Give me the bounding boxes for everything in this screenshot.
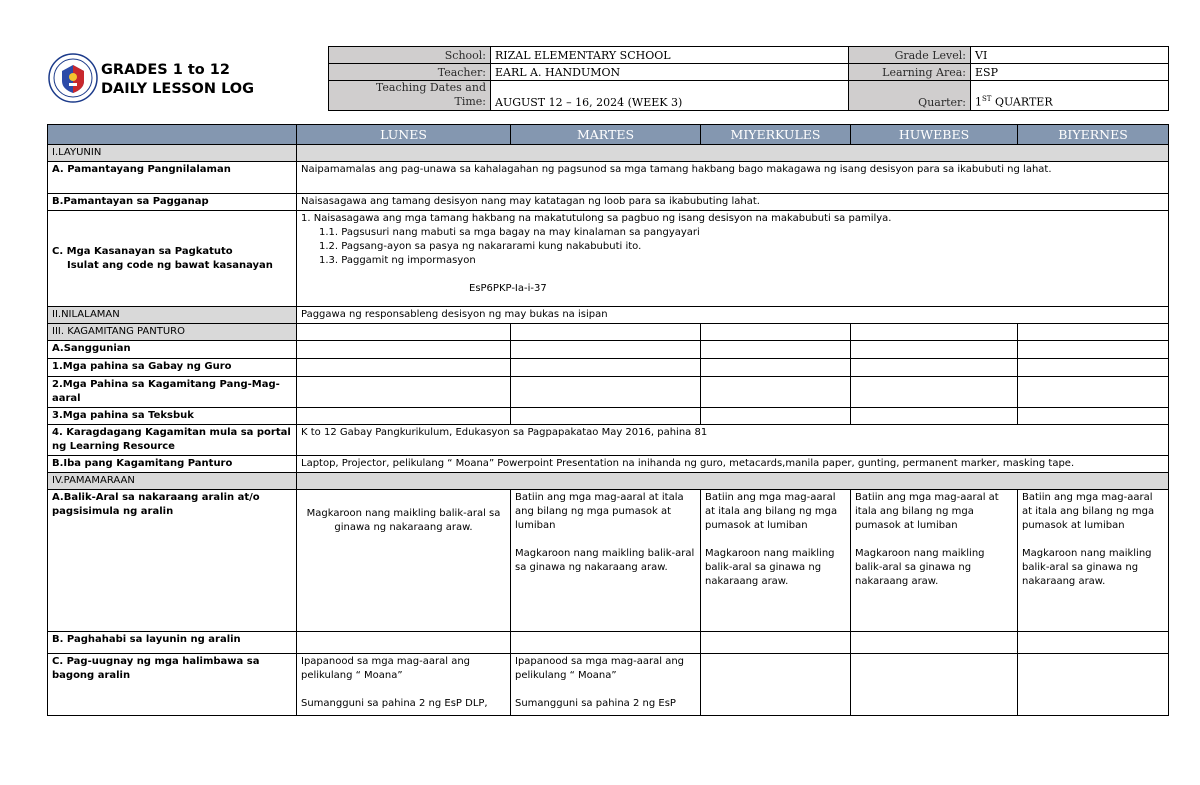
row-label-pamantayang: A. Pamantayang Pangnilalaman [48,162,297,194]
row-label-gabay: 1.Mga pahina sa Gabay ng Guro [48,359,297,377]
pagganap-content: Naisasagawa ang tamang desisyon nang may katatagan ng loob para sa ikabubuting lahat. [297,194,1169,211]
kasanayan-item-3: 1.3. Paggamit ng impormasyon [319,255,476,266]
teacher-label: Teacher: [329,64,491,81]
quarter-label: Quarter: [849,81,971,111]
paguugnay-lunes-b: Sumangguni sa pahina 2 ng EsP DLP, [301,698,488,709]
table-row [48,425,1169,456]
balik-aral-martes-b: Magkaroon nang maikling balik-aral sa ginawa ng nakaraang araw. [515,548,695,573]
section-layunin-fill [297,145,1169,162]
title-line-1: GRADES 1 to 12 [101,62,230,78]
balik-aral-huwebes-b: Magkaroon nang maikling balik-aral sa ginawa ng nakaraang araw. [855,548,985,587]
row-label-sanggunian: A.Sanggunian [48,341,297,359]
quarter-suffix: ST [982,95,992,104]
section-kagamitan: III. KAGAMITANG PANTURO [48,324,297,341]
table-row [48,632,1169,654]
table-row [48,307,1169,324]
balik-aral-miyerkules-b: Magkaroon nang maikling balik-aral sa ginawa ng nakaraang araw. [705,548,835,587]
day-header-row [48,125,1169,145]
learning-area-label: Learning Area: [849,64,971,81]
kasanayan-item-1: 1.1. Pagsusuri nang mabuti sa mga bagay na may kinalaman sa pangyayari [319,227,700,238]
section-pamamaraan: IV.PAMAMARAAN [48,473,297,490]
quarter-number: 1 [975,96,982,109]
deped-seal-icon [48,53,98,103]
learning-area-value: ESP [971,64,1169,81]
paguugnay-martes-a: Ipapanood sa mga mag-aaral ang pelikulang “ Moana” [515,656,685,681]
row-label-kagamitang-pang: 2.Mga Pahina sa Kagamitang Pang-Mag-aaral [48,377,297,408]
balik-aral-miyerkules-a: Batiin ang mga mag-aaral at itala ang bilang ng mga pumasok at lumiban [705,492,838,531]
day-header-huwebes: HUWEBES [851,125,1018,145]
header-info-table [328,46,1169,111]
day-header-blank [48,125,297,145]
balik-aral-martes-a: Batiin ang mga mag-aaral at itala ang bilang ng mga pumasok at lumiban [515,492,684,531]
section-layunin: I.LAYUNIN [48,145,297,162]
paguugnay-lunes [297,654,511,716]
teaching-dates-value: AUGUST 12 – 16, 2024 (WEEK 3) [491,81,849,111]
row-label-pagganap: B.Pamantayan sa Pagganap [48,194,297,211]
row-label-kasanayan [48,211,297,307]
row-label-karagdagang: 4. Karagdagang Kagamitan mula sa portal ng Learning Resource [48,425,297,456]
balik-aral-huwebes-a: Batiin ang mga mag-aaral at itala ang bilang ng mga pumasok at lumiban [855,492,999,531]
row-label-paguugnay: C. Pag-uugnay ng mga halimbawa sa bagong aralin [48,654,297,716]
table-row [48,324,1169,341]
balik-aral-huwebes [851,490,1018,632]
title-line-2: DAILY LESSON LOG [101,81,255,97]
teaching-dates-label [329,81,491,111]
quarter-text: QUARTER [991,96,1053,109]
grade-level-value: VI [971,47,1169,64]
table-row [48,490,1169,632]
kasanayan-code: EsP6PKP-Ia-i-37 [469,283,547,294]
table-row [48,211,1169,307]
lesson-log-table [47,124,1169,716]
kasanayan-label-2: Isulat ang code ng bawat kasanayan [67,259,273,271]
school-value: RIZAL ELEMENTARY SCHOOL [491,47,849,64]
paguugnay-martes-b: Sumangguni sa pahina 2 ng EsP [515,698,676,709]
nilalaman-content: Paggawa ng responsableng desisyon ng may bukas na isipan [297,307,1169,324]
section-pamamaraan-fill [297,473,1169,490]
row-label-iba: B.Iba pang Kagamitang Panturo [48,456,297,473]
karagdagang-content: K to 12 Gabay Pangkurikulum, Edukasyon sa Pagpapakatao May 2016, pahina 81 [297,425,1169,456]
day-header-biyernes: BIYERNES [1018,125,1169,145]
table-row [48,162,1169,194]
table-row [48,456,1169,473]
table-row [48,408,1169,425]
day-header-lunes: LUNES [297,125,511,145]
row-label-teksbuk: 3.Mga pahina sa Teksbuk [48,408,297,425]
teaching-dates-label-line2: Time: [454,95,486,108]
balik-aral-biyernes-b: Magkaroon nang maikling balik-aral sa ginawa ng nakaraang araw. [1022,548,1152,587]
day-header-miyerkules: MIYERKULES [701,125,851,145]
table-row [48,341,1169,359]
grade-level-label: Grade Level: [849,47,971,64]
kasanayan-content [297,211,1169,307]
school-label: School: [329,47,491,64]
pamantayang-content: Naipamamalas ang pag-unawa sa kahalagahan ng pagsunod sa mga tamang hakbang bago makagawa ng isang desisyon para sa ikabubuti ng lahat. [297,162,1169,194]
quarter-value [971,81,1169,111]
iba-content: Laptop, Projector, pelikulang “ Moana” Powerpoint Presentation na inihanda ng guro, metacards,manila paper, gunting, permanent marker, masking tape. [297,456,1169,473]
table-row [48,473,1169,490]
teacher-value: EARL A. HANDUMON [491,64,849,81]
day-header-martes: MARTES [511,125,701,145]
balik-aral-biyernes-a: Batiin ang mga mag-aaral at itala ang bilang ng mga pumasok at lumiban [1022,492,1155,531]
table-row [48,654,1169,716]
row-label-balik-aral: A.Balik-Aral sa nakaraang aralin at/o pagsisimula ng aralin [48,490,297,632]
teaching-dates-label-line1: Teaching Dates and [375,81,486,94]
row-label-paghahabi: B. Paghahabi sa layunin ng aralin [48,632,297,654]
balik-aral-miyerkules [701,490,851,632]
paguugnay-lunes-a: Ipapanood sa mga mag-aaral ang pelikulang “ Moana” [301,656,471,681]
table-row [48,194,1169,211]
table-row [48,145,1169,162]
kasanayan-main: 1. Naisasagawa ang mga tamang hakbang na makatutulong sa pagbuo ng isang desisyon na makabubuti sa pamilya. [301,213,892,224]
table-row [48,359,1169,377]
kasanayan-item-2: 1.2. Pagsang-ayon sa pasya ng nakararami kung nakabubuti ito. [319,241,642,252]
paguugnay-martes [511,654,701,716]
document-title [101,61,254,99]
balik-aral-lunes: Magkaroon nang maikling balik-aral sa ginawa ng nakaraang araw. [297,490,511,632]
table-row [48,377,1169,408]
balik-aral-biyernes [1018,490,1169,632]
balik-aral-martes [511,490,701,632]
kasanayan-label-1: C. Mga Kasanayan sa Pagkatuto [52,245,233,257]
section-nilalaman: II.NILALAMAN [48,307,297,324]
